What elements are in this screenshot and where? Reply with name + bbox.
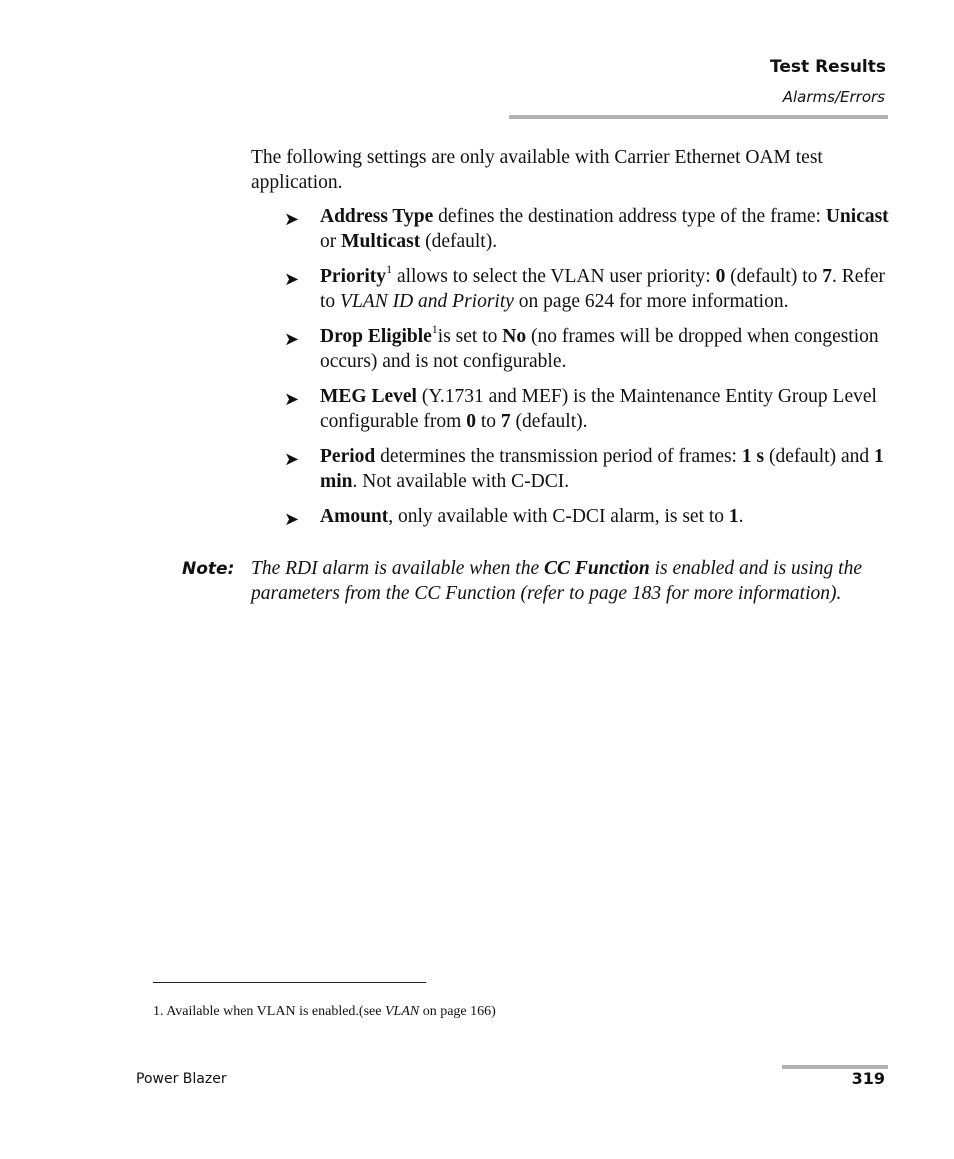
term: Amount: [320, 506, 389, 527]
arrow-bullet-icon: ➤: [284, 209, 300, 230]
value: 1 s: [741, 446, 765, 467]
text: determines the transmission period of frames:: [375, 446, 742, 467]
settings-list: [251, 205, 891, 530]
value: 7: [500, 410, 511, 432]
list-item-priority: [251, 261, 891, 314]
text: is set to: [437, 326, 503, 347]
text: defines the destination address type of the frame:: [433, 206, 826, 227]
text: on page 166): [419, 1004, 496, 1019]
text: allows to select the VLAN user priority:: [392, 266, 716, 287]
list-item-period: [251, 445, 891, 494]
main-content: [251, 146, 891, 541]
list-item-amount: [251, 505, 891, 530]
text: is enabled and is using the parameters from the CC Function (refer to page 183 for more information).: [251, 558, 863, 604]
text: 1. Available when VLAN is enabled.(see: [153, 1004, 385, 1019]
term: Priority: [320, 266, 387, 287]
arrow-bullet-icon: ➤: [284, 329, 300, 350]
note-label: Note:: [182, 559, 235, 579]
header-rule: [509, 115, 888, 119]
cross-reference-link[interactable]: VLAN ID and Priority: [340, 290, 514, 312]
arrow-bullet-icon: ➤: [284, 449, 300, 470]
term: Drop Eligible: [320, 326, 432, 347]
arrow-bullet-icon: ➤: [284, 269, 300, 290]
value: 7: [822, 266, 832, 287]
list-item-meg-level: [251, 385, 891, 434]
page-number: 319: [851, 1069, 885, 1088]
term: Address Type: [320, 206, 434, 227]
value: Unicast: [825, 206, 889, 227]
note-block: [182, 557, 882, 606]
text: (no frames will be dropped when congestion occurs) and is not configurable.: [320, 326, 879, 372]
emphasis: CC Function: [544, 558, 650, 579]
text: . Refer to: [320, 266, 886, 312]
text: (default).: [510, 410, 588, 432]
text: . Not available with C-DCI.: [352, 470, 570, 492]
value: Multicast: [341, 230, 421, 252]
text: .: [738, 506, 744, 527]
footnote-rule: [153, 982, 426, 983]
footnote: [153, 1004, 496, 1020]
text: on page 624 for more information.: [513, 290, 789, 312]
text: (default) and: [764, 446, 874, 467]
footnote-ref[interactable]: 1: [386, 261, 393, 276]
text: (Y.1731 and MEF) is the Maintenance Entity Group Level configurable from: [320, 386, 877, 432]
text: to: [475, 410, 501, 432]
note-text: [251, 557, 882, 606]
footer-product-name: Power Blazer: [136, 1071, 227, 1087]
header-title: Test Results: [770, 57, 886, 77]
text: (default).: [420, 230, 498, 252]
term: MEG Level: [320, 386, 417, 407]
text: or: [320, 230, 342, 252]
term: Period: [320, 446, 376, 467]
arrow-bullet-icon: ➤: [284, 389, 300, 410]
cross-reference-link[interactable]: VLAN: [384, 1004, 420, 1019]
text: The RDI alarm is available when the: [251, 558, 545, 579]
intro-paragraph: The following settings are only available with Carrier Ethernet OAM test application.: [251, 147, 823, 193]
value: 1 min: [320, 446, 884, 492]
value: No: [502, 326, 527, 347]
list-item-address-type: [251, 205, 891, 254]
header-subtitle: Alarms/Errors: [782, 88, 885, 106]
list-item-drop-eligible: [251, 321, 891, 374]
value: 0: [715, 266, 726, 287]
text: , only available with C-DCI alarm, is set to: [388, 506, 729, 527]
arrow-bullet-icon: ➤: [284, 509, 300, 530]
text: (default) to: [725, 266, 823, 287]
footnote-ref[interactable]: 1: [431, 321, 438, 336]
value: 0: [466, 410, 476, 432]
value: 1: [728, 506, 739, 527]
